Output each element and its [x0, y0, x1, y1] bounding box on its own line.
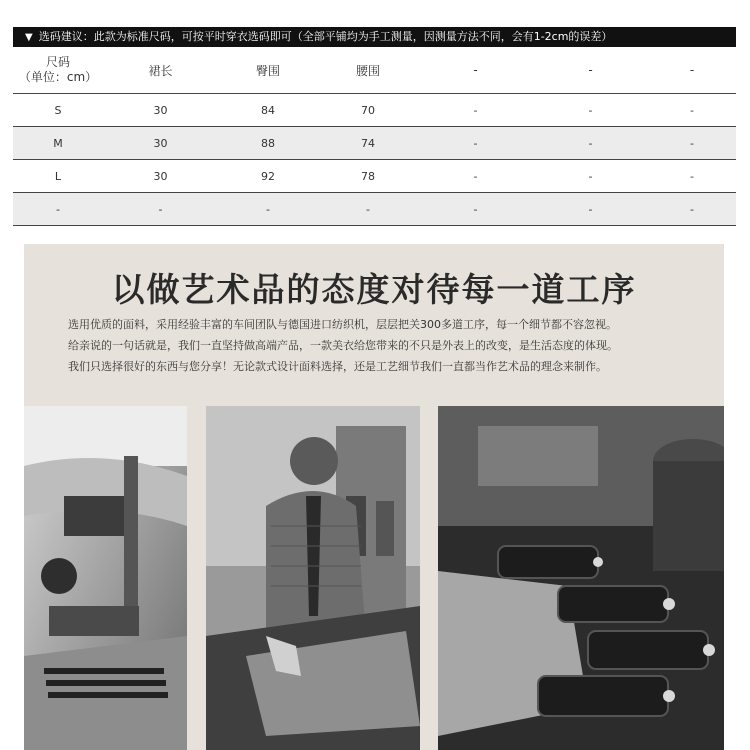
cell-hip: 88 [218, 127, 318, 160]
craftsmanship-banner [24, 244, 724, 750]
cell-waist: - [318, 193, 418, 226]
banner-line-1: 选用优质的面料，采用经验丰富的车间团队与德国进口纺织机，层层把关300多道工序，每一个细节都不容忽视。 [68, 318, 617, 331]
sewing-machine-photo [24, 406, 187, 750]
cell-col6: - [648, 193, 736, 226]
cell-hip: - [218, 193, 318, 226]
banner-title: 以做艺术品的态度对待每一道工序 [111, 270, 637, 309]
cell-col6: - [648, 94, 736, 127]
header-col6: - [689, 63, 695, 77]
tailor-photo [206, 406, 420, 750]
header-size-label: 尺码 [45, 55, 70, 69]
cell-waist: 74 [318, 127, 418, 160]
cell-col4: - [418, 193, 533, 226]
cell-col5: - [533, 127, 648, 160]
table-row [13, 94, 736, 127]
cell-hip: 92 [218, 160, 318, 193]
triangle-down-icon: ▼ [25, 32, 33, 43]
header-col5: - [588, 63, 593, 77]
header-col4: - [473, 63, 478, 77]
cell-length: 30 [103, 94, 218, 127]
size-tip-bar [13, 27, 736, 47]
header-hip: 臀围 [255, 63, 280, 78]
cell-col6: - [648, 127, 736, 160]
header-length: 裙长 [148, 63, 173, 78]
cell-length: - [103, 193, 218, 226]
table-header-row [13, 47, 736, 94]
cell-col5: - [533, 94, 648, 127]
cell-waist: 78 [318, 160, 418, 193]
size-table [13, 47, 736, 226]
cell-size: M [13, 127, 103, 160]
thread-spools-photo [438, 406, 724, 750]
table-row [13, 193, 736, 226]
cell-col4: - [418, 94, 533, 127]
cell-size: L [13, 160, 103, 193]
cell-size: - [13, 193, 103, 226]
cell-col6: - [648, 160, 736, 193]
header-waist: 腰围 [355, 63, 380, 78]
table-row [13, 127, 736, 160]
cell-col5: - [533, 160, 648, 193]
cell-col5: - [533, 193, 648, 226]
cell-size: S [13, 94, 103, 127]
header-size-unit: （单位：cm） [18, 70, 98, 84]
cell-col4: - [418, 160, 533, 193]
cell-waist: 70 [318, 94, 418, 127]
cell-length: 30 [103, 127, 218, 160]
table-row [13, 160, 736, 193]
cell-hip: 84 [218, 94, 318, 127]
size-tip-text: 选码建议：此款为标准尺码，可按平时穿衣选码即可（全部平铺均为手工测量，因测量方法不同，会有1-2cm的误差） [38, 30, 613, 43]
banner-line-3: 我们只选择很好的东西与您分享！无论款式设计面料选择，还是工艺细节我们一直都当作艺术品的理念来制作。 [68, 360, 607, 373]
banner-line-2: 给亲说的一句话就是，我们一直坚持做高端产品，一款美衣给您带来的不只是外表上的改变，是生活态度的体现。 [68, 339, 618, 352]
header-size [13, 47, 103, 94]
cell-col4: - [418, 127, 533, 160]
cell-length: 30 [103, 160, 218, 193]
